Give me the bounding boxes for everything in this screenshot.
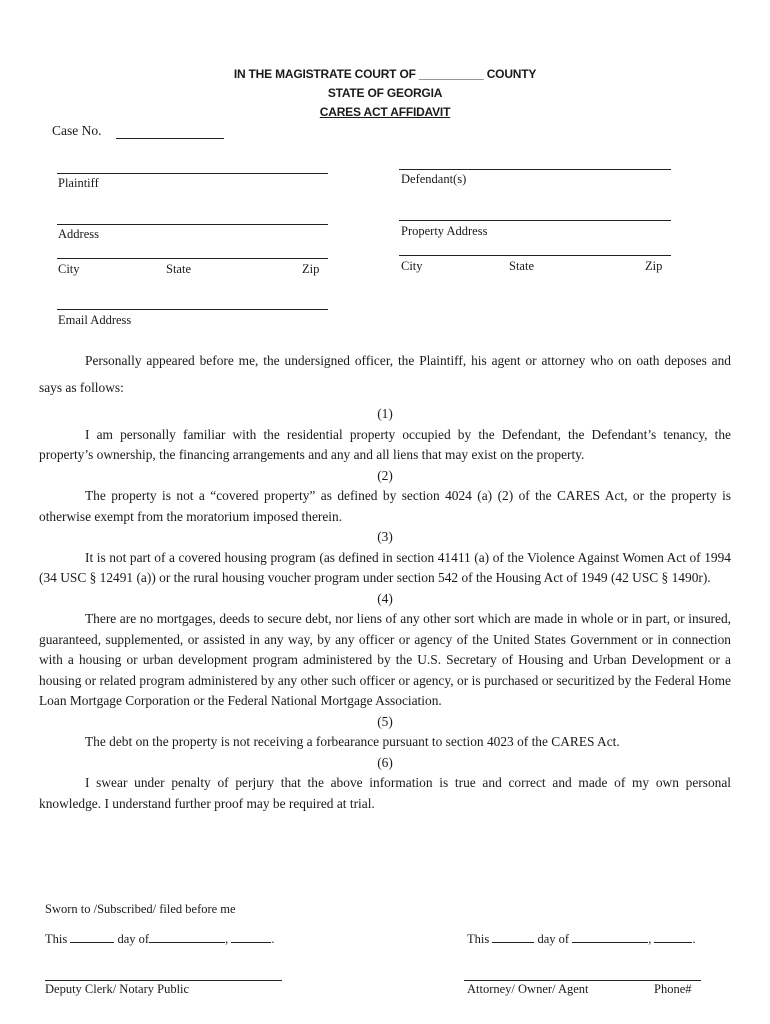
defendant-state-label: State <box>509 259 534 273</box>
day-blank[interactable] <box>70 942 114 943</box>
clerk-label: Deputy Clerk/ Notary Public <box>45 982 190 996</box>
attorney-label: Attorney/ Owner/ Agent <box>467 982 589 996</box>
defendant-city-label: City <box>401 259 423 273</box>
clerk-signature-line[interactable] <box>45 980 282 981</box>
email-line[interactable] <box>57 309 328 310</box>
defendant-label: Defendant(s) <box>401 172 467 186</box>
defendant-city-line[interactable] <box>399 255 671 256</box>
left-date-line[interactable] <box>45 932 274 947</box>
right-date-line[interactable] <box>467 932 696 947</box>
plaintiff-city-label: City <box>58 262 80 276</box>
paragraph-number: (2) <box>377 467 393 483</box>
court-heading: IN THE MAGISTRATE COURT OF __________ COUNTY <box>233 67 537 81</box>
plaintiff-address-label: Address <box>58 227 99 241</box>
paragraph-number: (3) <box>377 529 393 544</box>
plaintiff-line[interactable] <box>57 173 328 174</box>
case-number-label: Case No. <box>52 123 102 138</box>
case-number-field[interactable] <box>116 138 224 139</box>
paragraph-text: I swear under penalty of perjury that the above information is true and correct and made of my own personal knowledge. I understand further proof may be required at trial. <box>39 775 731 811</box>
paragraph-number: (5) <box>377 713 393 729</box>
intro-text: Personally appeared before me, the undersigned officer, the Plaintiff, his agent or attorney who on oath deposes and says as follows: <box>39 353 731 395</box>
comma: , <box>648 932 652 946</box>
year-blank[interactable] <box>231 942 271 943</box>
plaintiff-state-label: State <box>166 262 191 276</box>
paragraph-number: (1) <box>377 406 393 421</box>
attorney-signature-line[interactable] <box>464 980 701 981</box>
intro-paragraph <box>39 347 731 401</box>
paragraph-text: The debt on the property is not receiving a forbearance pursuant to section 4023 of the CARES Act. <box>85 734 620 749</box>
year-blank[interactable] <box>654 942 692 943</box>
paragraph-text: The property is not a “covered property” as defined by section 4024 (a) (2) of the CARES Act, or the property is otherwise exempt from the moratorium imposed therein. <box>39 488 731 524</box>
period: . <box>692 932 696 946</box>
month-blank[interactable] <box>572 942 648 943</box>
state-heading: STATE OF GEORGIA <box>327 86 443 100</box>
paragraph-text: It is not part of a covered housing program (as defined in section 41411 (a) of the Violence Against Women Act of 1994 (34 USC § 12491 (a)) or the rural housing voucher program under section 542 of the Housing Act of 1949 (42 USC § 1490r). <box>39 549 731 585</box>
this-word: This <box>45 932 68 946</box>
affidavit-body <box>39 404 731 814</box>
defendant-line[interactable] <box>399 169 671 170</box>
month-blank[interactable] <box>149 942 225 943</box>
day-blank[interactable] <box>492 942 534 943</box>
comma: , <box>225 932 229 946</box>
email-label: Email Address <box>58 313 132 327</box>
property-address-label: Property Address <box>401 224 488 238</box>
day-of-word: day of <box>117 932 150 946</box>
paragraph-number: (4) <box>377 590 393 606</box>
plaintiff-address-line[interactable] <box>57 224 328 225</box>
property-address-line[interactable] <box>399 220 671 221</box>
paragraph-text: I am personally familiar with the residential property occupied by the Defendant, the Defendant’s tenancy, the property’s ownership, the financing arrangements and any and all liens that may exist on the property. <box>39 426 731 462</box>
plaintiff-label: Plaintiff <box>58 176 99 190</box>
document-title: CARES ACT AFFIDAVIT <box>319 105 451 119</box>
this-word: This <box>467 932 490 946</box>
defendant-zip-label: Zip <box>645 259 663 273</box>
paragraph-text: There are no mortgages, deeds to secure debt, nor liens of any other sort which are made in whole or in part, or insured, guaranteed, supplemented, or assisted in any way, by any officer or agency of the United States Government or in connection with a housing or urban development program administered by the U.S. Secretary of Housing and Urban Development or a housing or related program administered by any other such officer or agency, or is purchased or securitized by the Federal Home Loan Mortgage Corporation or the Federal National Mortgage Association. <box>39 611 731 708</box>
day-of-word: day of <box>537 932 570 946</box>
phone-label: Phone# <box>654 982 692 996</box>
sworn-label: Sworn to /Subscribed/ filed before me <box>45 902 236 916</box>
plaintiff-zip-label: Zip <box>302 262 320 276</box>
plaintiff-city-line[interactable] <box>57 258 328 259</box>
paragraph-number: (6) <box>377 754 393 770</box>
period: . <box>271 932 275 946</box>
